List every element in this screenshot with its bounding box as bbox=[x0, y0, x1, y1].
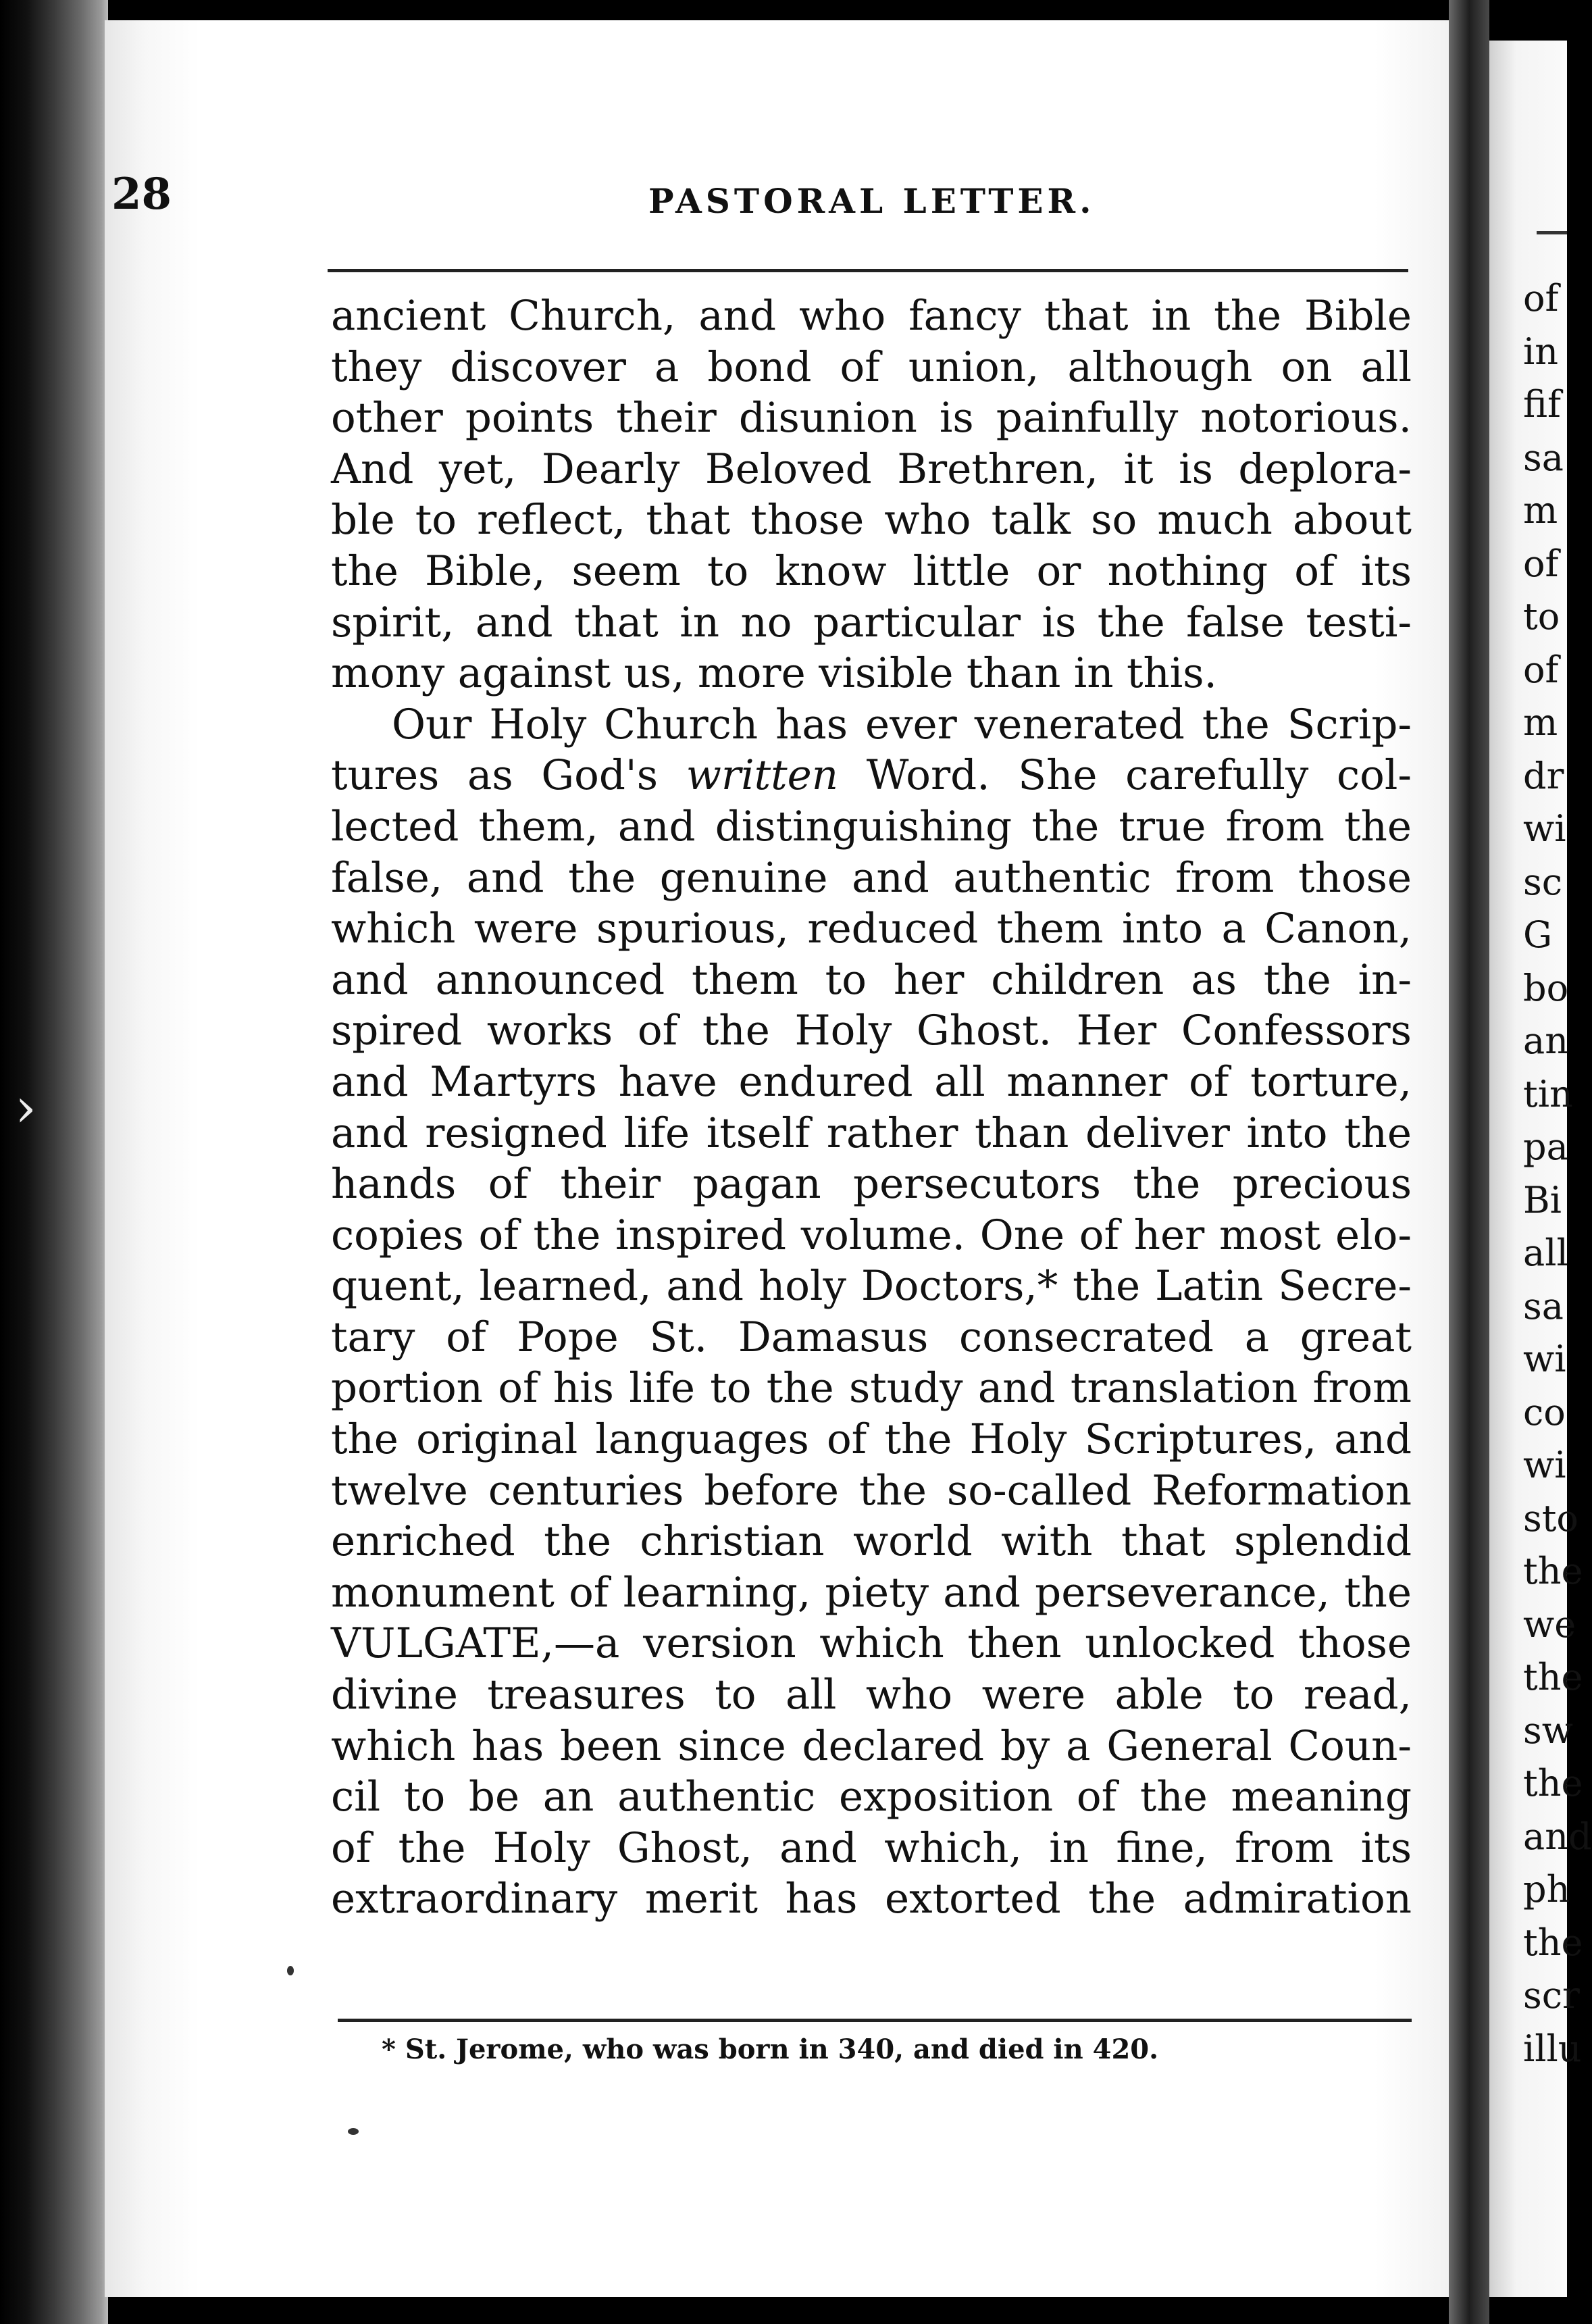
text-line: which has been since declared by a General Coun- bbox=[331, 1721, 1412, 1770]
facing-page-fragment: the bbox=[1523, 1656, 1583, 1698]
text-line: tary of Pope St. Damasus consecrated a great bbox=[331, 1313, 1412, 1361]
text-line: false, and the genuine and authentic from those bbox=[331, 853, 1412, 902]
facing-page-fragment: an bbox=[1523, 1019, 1568, 1062]
facing-page-fragment: bo bbox=[1523, 966, 1569, 1009]
text-line: ble to reflect, that those who talk so much about bbox=[331, 496, 1412, 545]
facing-page-fragment: co bbox=[1523, 1390, 1566, 1434]
facing-page-fragment: the bbox=[1523, 1921, 1583, 1964]
text-line: extraordinary merit has extorted the admiration bbox=[331, 1875, 1412, 1923]
facing-page-fragment: in bbox=[1523, 330, 1559, 373]
ink-speck bbox=[287, 1966, 294, 1975]
facing-page-fragment: dr bbox=[1523, 754, 1564, 797]
text-line: ancient Church, and who fancy that in the Bible bbox=[331, 292, 1412, 340]
text-line: cil to be an authentic exposition of the meaning bbox=[331, 1773, 1412, 1821]
text-line: they discover a bond of union, although on all bbox=[331, 343, 1412, 391]
text-line: monument of learning, piety and perseverance, the bbox=[331, 1568, 1412, 1617]
facing-page-fragment: scr bbox=[1523, 1974, 1580, 2017]
facing-page-fragment: and bbox=[1523, 1815, 1592, 1858]
text-line: other points their disunion is painfully notorious. bbox=[331, 394, 1412, 443]
facing-page-fragment: G bbox=[1523, 913, 1553, 956]
text-line: spired works of the Holy Ghost. Her Confessors bbox=[331, 1007, 1412, 1055]
facing-page-fragment: pa bbox=[1523, 1126, 1568, 1168]
ink-speck bbox=[348, 2128, 359, 2135]
facing-page-fragment: the bbox=[1523, 1762, 1583, 1804]
text-line: and resigned life itself rather than deliver into the bbox=[331, 1109, 1412, 1157]
text-line: the Bible, seem to know little or nothing of its bbox=[331, 547, 1412, 595]
facing-page-fragment: of bbox=[1523, 542, 1559, 585]
text-line: the original languages of the Holy Scriptures, and bbox=[331, 1415, 1412, 1464]
facing-page-fragment: the bbox=[1523, 1550, 1583, 1592]
text-line: spirit, and that in no particular is the false testi- bbox=[331, 598, 1412, 647]
text-line: quent, learned, and holy Doctors,* the Latin Secre- bbox=[331, 1262, 1412, 1311]
facing-page-fragment: to bbox=[1523, 595, 1560, 638]
facing-page-fragment: ph bbox=[1523, 1868, 1570, 1911]
text-line: twelve centuries before the so-called Reformation bbox=[331, 1466, 1412, 1515]
facing-page-fragment: m bbox=[1523, 701, 1558, 744]
body-text bbox=[331, 290, 1412, 1925]
footnote-rule bbox=[338, 2019, 1412, 2022]
facing-page-fragment: sto bbox=[1523, 1496, 1578, 1540]
footnote: * St. Jerome, who was born in 340, and died in 420. bbox=[382, 2034, 1159, 2065]
text-line: and announced them to her children as the in- bbox=[331, 955, 1412, 1004]
text-line: hands of their pagan persecutors the precious bbox=[331, 1160, 1412, 1209]
facing-page-fragment: all bbox=[1523, 1232, 1568, 1274]
facing-page-fragment: we bbox=[1523, 1602, 1576, 1646]
text-line: enriched the christian world with that splendid bbox=[331, 1517, 1412, 1566]
text-line: which were spurious, reduced them into a Canon, bbox=[331, 905, 1412, 953]
text-line: VULGATE,—a version which then unlocked those bbox=[331, 1619, 1412, 1668]
text-line: copies of the inspired volume. One of her most elo- bbox=[331, 1211, 1412, 1259]
facing-page-fragment: m bbox=[1523, 489, 1558, 532]
facing-page-fragment: fif bbox=[1523, 383, 1562, 426]
text-line: tures as God's written Word. She carefully col- bbox=[331, 751, 1412, 800]
facing-page-fragment: of bbox=[1523, 648, 1559, 691]
header-rule bbox=[328, 269, 1408, 272]
facing-page-fragment: wi bbox=[1523, 807, 1566, 850]
book-gutter bbox=[0, 0, 108, 2324]
facing-page-fragment: wi bbox=[1523, 1444, 1566, 1486]
text-line: mony against us, more visible than in this. bbox=[331, 649, 1217, 698]
facing-page-fragment: sw bbox=[1523, 1709, 1573, 1752]
facing-page-fragment: sa bbox=[1523, 1284, 1564, 1328]
facing-page-fragment: sc bbox=[1523, 860, 1562, 903]
facing-page-rule bbox=[1537, 231, 1567, 234]
facing-page-fragment: sa bbox=[1523, 436, 1564, 479]
text-line: divine treasures to all who were able to read, bbox=[331, 1671, 1412, 1719]
facing-page-fragment: Bi bbox=[1523, 1178, 1562, 1221]
text-line: and Martyrs have endured all manner of torture, bbox=[331, 1057, 1412, 1106]
page-number: 28 bbox=[111, 169, 172, 220]
text-line: of the Holy Ghost, and which, in fine, from its bbox=[331, 1823, 1412, 1872]
text-line: lected them, and distinguishing the true from the bbox=[331, 802, 1412, 851]
facing-page-fragment: illu bbox=[1523, 2027, 1582, 2070]
facing-page-fragment: tin bbox=[1523, 1072, 1573, 1115]
text-line: Our Holy Church has ever venerated the Scrip- bbox=[392, 700, 1412, 749]
text-line: And yet, Dearly Beloved Brethren, it is deplora- bbox=[331, 445, 1412, 493]
book-spine bbox=[1449, 0, 1489, 2324]
text-line: portion of his life to the study and translation from bbox=[331, 1364, 1412, 1413]
facing-page-fragment: wi bbox=[1523, 1338, 1566, 1380]
gutter-mark: › bbox=[15, 1076, 36, 1139]
facing-page-fragment: of bbox=[1523, 277, 1559, 320]
running-head-title: PASTORAL LETTER. bbox=[648, 181, 1096, 221]
